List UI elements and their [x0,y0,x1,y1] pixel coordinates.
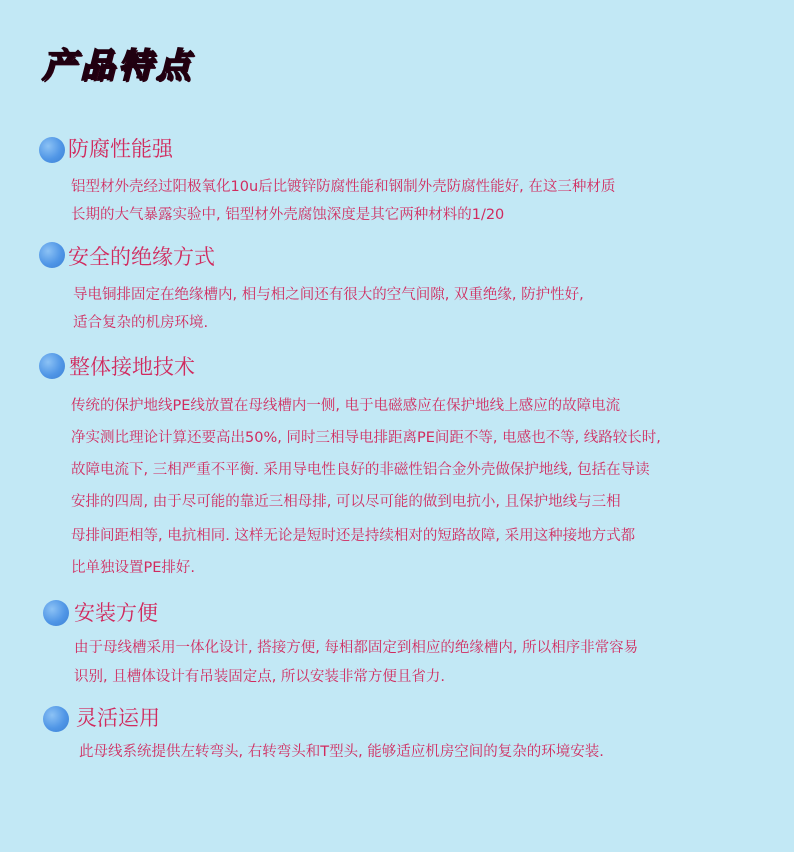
bullet-dot-icon [43,706,69,732]
section-text-line: 长期的大气暴露实验中, 铝型材外壳腐蚀深度是其它两种材料的1/20 [71,207,505,223]
section-text-line: 导电铜排固定在绝缘槽内, 相与相之间还有很大的空气间隙, 双重绝缘, 防护性好, [73,287,584,303]
section-heading: 整体接地技术 [69,355,195,379]
section-text-line: 传统的保护地线PE线放置在母线槽内一侧, 电于电磁感应在保护地线上感应的故障电流 [71,398,621,414]
section-text-line: 故障电流下, 三相严重不平衡. 采用导电性良好的非磁性铝合金外壳做保护地线, 包括在导读 [71,462,650,478]
section-heading: 安装方便 [74,601,158,625]
section-heading: 灵活运用 [76,706,160,730]
section-text-line: 安排的四周, 由于尽可能的靠近三相母排, 可以尽可能的做到电抗小, 且保护地线与三相 [71,494,621,510]
section-text-line: 铝型材外壳经过阳极氧化10u后比镀锌防腐性能和钢制外壳防腐性能好, 在这三种材质 [71,179,616,195]
section-text-line: 比单独设置PE排好. [71,560,196,576]
section-heading: 防腐性能强 [68,137,173,161]
bullet-dot-icon [43,600,69,626]
section-text-line: 适合复杂的机房环境. [73,315,209,331]
page-title: 产品特点 [42,46,194,86]
section-text-line: 由于母线槽采用一体化设计, 搭接方便, 每相都固定到相应的绝缘槽内, 所以相序非常容易 [74,640,639,656]
section-text-line: 净实测比理论计算还要高出50%, 同时三相导电排距离PE间距不等, 电感也不等, 线路较长时, [71,430,661,446]
section-text-line: 识别, 且槽体设计有吊装固定点, 所以安装非常方便且省力. [74,669,446,685]
bullet-dot-icon [39,137,65,163]
bullet-dot-icon [39,242,65,268]
bullet-dot-icon [39,353,65,379]
section-heading: 安全的绝缘方式 [68,245,215,269]
section-text-line: 此母线系统提供左转弯头, 右转弯头和T型头, 能够适应机房空间的复杂的环境安装. [79,744,604,760]
section-text-line: 母排间距相等, 电抗相同. 这样无论是短时还是持续相对的短路故障, 采用这种接地方式都 [71,528,636,544]
